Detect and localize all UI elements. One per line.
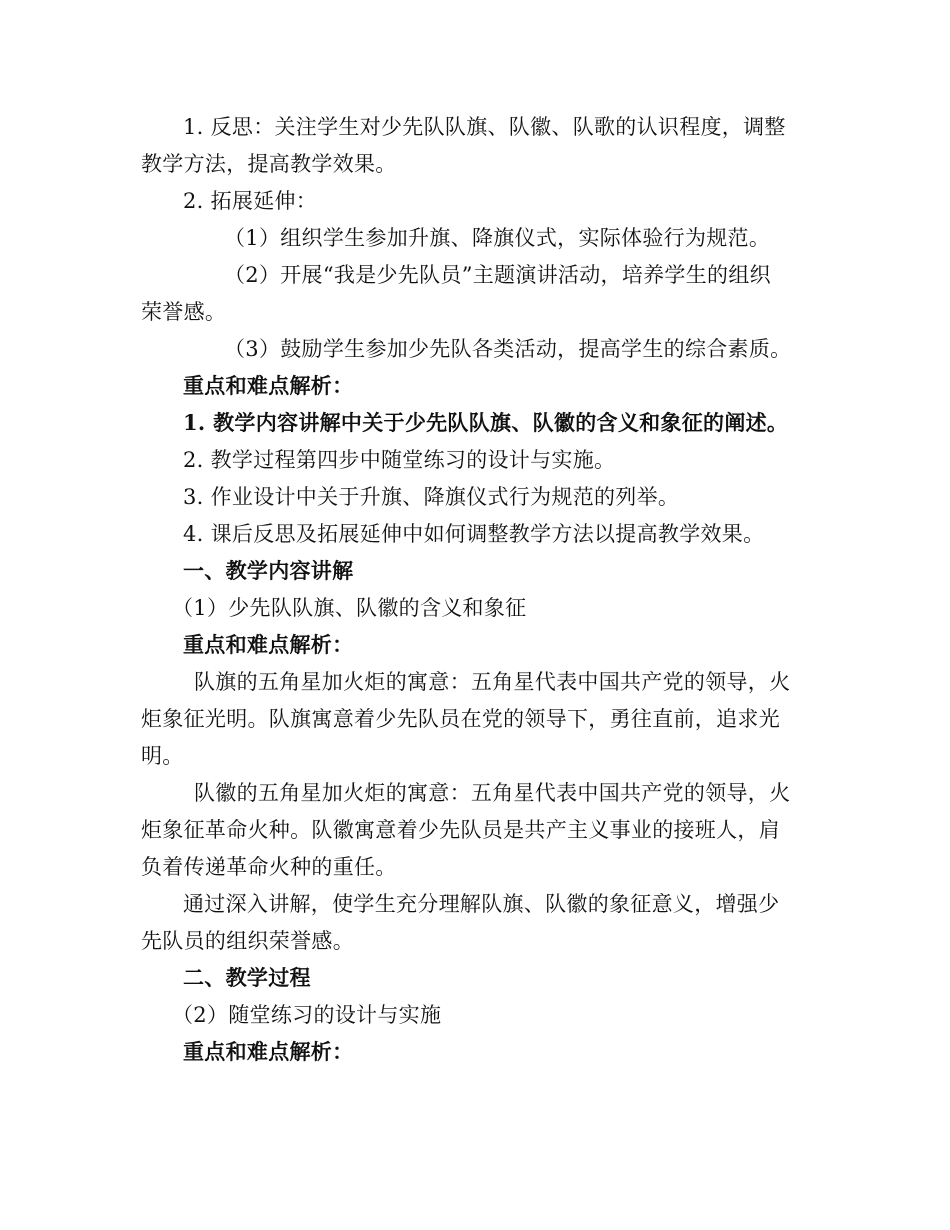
badge-meaning-para-cont: 炬象征革命火种。队徽寓意着少先队员是共产主义事业的接班人，肩 — [141, 818, 780, 842]
badge-meaning-para: 队徽的五角星加火炬的寓意：五角星代表中国共产党的领导，火 — [194, 781, 791, 805]
section-1-analysis-heading: 重点和难点解析： — [183, 632, 354, 657]
flag-meaning-para: 队旗的五角星加火炬的寓意：五角星代表中国共产党的领导，火 — [194, 670, 791, 694]
extension-sub-3: （3）鼓励学生参加少先队各类活动，提高学生的综合素质。 — [224, 337, 792, 361]
section-1-heading: 一、教学内容讲解 — [183, 558, 354, 583]
summary-para-cont: 先队员的组织荣誉感。 — [141, 929, 354, 953]
extension-sub-2: （2）开展“我是少先队员”主题演讲活动，培养学生的组织 — [224, 263, 771, 287]
summary-para: 通过深入讲解，使学生充分理解队旗、队徽的象征意义，增强少 — [183, 892, 780, 916]
badge-meaning-para-end: 负着传递革命火种的重任。 — [141, 855, 397, 879]
key-point-item-2: 2. 教学过程第四步中随堂练习的设计与实施。 — [183, 448, 616, 472]
flag-meaning-para-cont: 炬象征光明。队旗寓意着少先队员在党的领导下，勇往直前，追求光 — [141, 707, 780, 731]
section-1-subheading: （1）少先队队旗、队徽的含义和象征 — [172, 596, 527, 620]
reflection-item-1: 1. 反思：关注学生对少先队队旗、队徽、队歌的认识程度，调整 — [183, 115, 786, 139]
reflection-item-2: 2. 拓展延伸： — [183, 189, 318, 213]
flag-meaning-para-end: 明。 — [141, 744, 184, 768]
key-point-item-3: 3. 作业设计中关于升旗、降旗仪式行为规范的列举。 — [183, 485, 680, 509]
key-points-heading: 重点和难点解析： — [183, 373, 354, 398]
reflection-item-1-cont: 教学方法，提高教学效果。 — [141, 152, 397, 176]
key-point-item-1: 1. 教学内容讲解中关于少先队队旗、队徽的含义和象征的阐述。 — [183, 410, 789, 435]
extension-sub-1: （1）组织学生参加升旗、降旗仪式，实际体验行为规范。 — [224, 226, 771, 250]
section-2-analysis-heading: 重点和难点解析： — [183, 1039, 354, 1064]
extension-sub-2-cont: 荣誉感。 — [141, 300, 227, 324]
section-2-heading: 二、教学过程 — [183, 965, 311, 990]
section-2-subheading: （2）随堂练习的设计与实施 — [172, 1003, 442, 1027]
key-point-item-4: 4. 课后反思及拓展延伸中如何调整教学方法以提高教学效果。 — [183, 522, 765, 546]
